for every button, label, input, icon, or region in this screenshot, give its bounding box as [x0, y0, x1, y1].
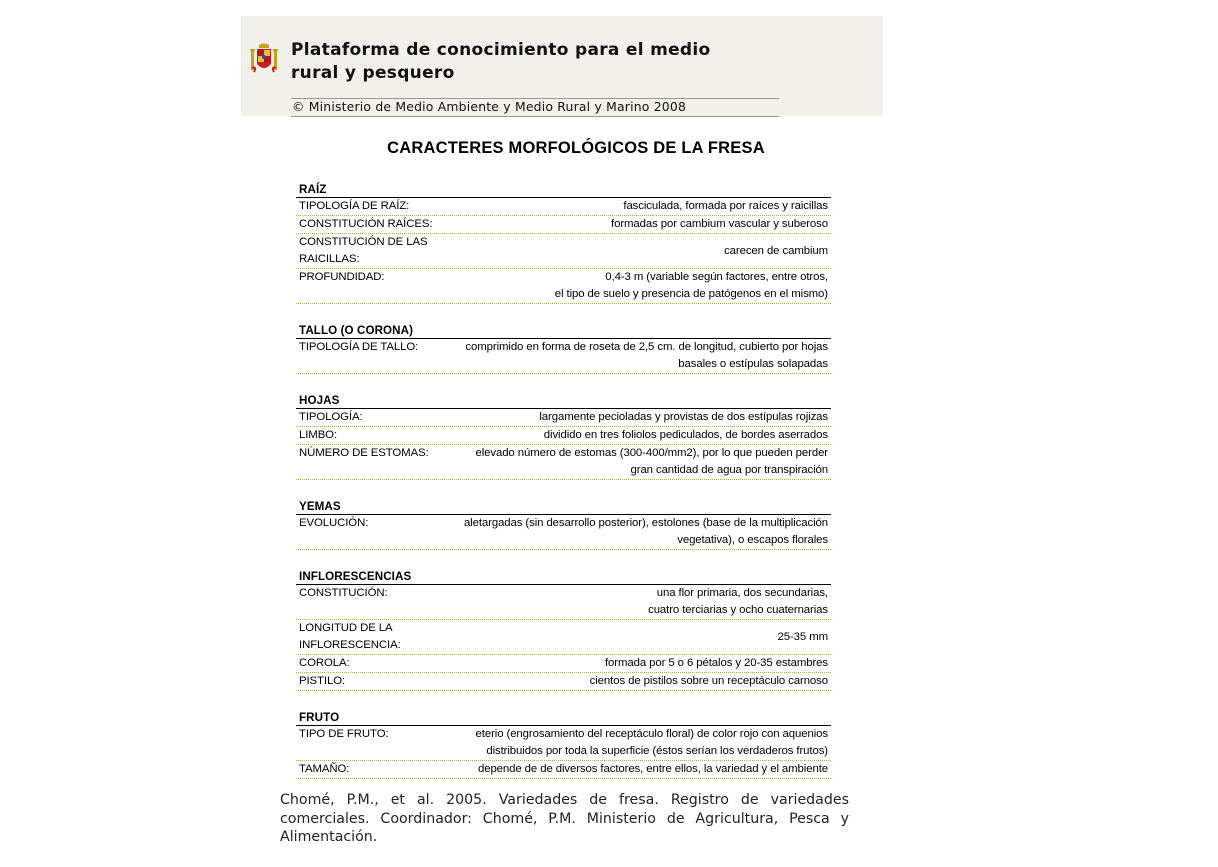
row-value	[451, 585, 831, 619]
table-row	[296, 427, 831, 445]
row-value-line: gran cantidad de agua por transpiración	[630, 464, 828, 476]
table-row	[296, 339, 831, 374]
row-value	[451, 427, 831, 444]
section-heading: FRUTO	[296, 708, 831, 726]
row-value	[451, 234, 831, 268]
spain-coat-of-arms-icon	[249, 42, 279, 76]
row-label: NÚMERO DE ESTOMAS:	[299, 447, 429, 459]
section-heading: TALLO (O CORONA)	[296, 321, 831, 339]
row-value-line: una flor primaria, dos secundarias,	[656, 587, 828, 599]
table-row	[296, 515, 831, 550]
row-value-line: formadas por cambium vascular y suberoso	[611, 218, 828, 230]
row-value-line: cuatro terciarias y ocho cuaternarias	[648, 604, 828, 616]
table-row	[296, 409, 831, 427]
header-divider	[291, 116, 779, 117]
section-spacer	[296, 550, 831, 567]
row-value-line: aletargadas (sin desarrollo posterior), estolones (base de la multiplicación	[463, 517, 828, 529]
table-row	[296, 198, 831, 216]
row-value-line: 0,4-3 m (variable según factores, entre otros,	[605, 271, 828, 283]
section-spacer	[296, 374, 831, 391]
row-label: CONSTITUCIÓN RAÍCES:	[299, 218, 433, 230]
table-row	[296, 445, 831, 480]
row-label: COROLA:	[299, 657, 350, 669]
row-value-line: distribuidos por toda la superficie (éstos serían los verdaderos frutos)	[486, 745, 828, 757]
table-row	[296, 673, 831, 691]
table-row	[296, 234, 831, 269]
row-value	[451, 445, 831, 479]
table-row	[296, 585, 831, 620]
row-value-line: basales o estípulas solapadas	[678, 358, 828, 370]
row-value-line: carecen de cambium	[724, 244, 828, 257]
characteristics-table	[296, 180, 831, 779]
table-row	[296, 655, 831, 673]
row-value	[451, 655, 831, 672]
site-header	[241, 16, 883, 116]
row-value	[451, 761, 831, 778]
row-value-line: depende de de diversos factores, entre ellos, la variedad y el ambiente	[477, 763, 828, 775]
row-value	[451, 198, 831, 215]
row-value-line: 25-35 mm	[777, 630, 828, 643]
table-row	[296, 216, 831, 234]
row-label: TIPO DE FRUTO:	[299, 728, 389, 740]
platform-title: Plataforma de conocimiento para el medio rural y pesquero	[291, 40, 711, 83]
section-spacer	[296, 480, 831, 497]
row-value	[451, 515, 831, 549]
row-label: LIMBO:	[299, 429, 338, 441]
table-row	[296, 761, 831, 779]
row-value	[451, 620, 831, 654]
section-heading: YEMAS	[296, 497, 831, 515]
row-value-line: formada por 5 o 6 pétalos y 20-35 estambres	[604, 657, 828, 669]
row-value-line: cientos de pistilos sobre un receptáculo carnoso	[589, 675, 828, 687]
row-label: TIPOLOGÍA:	[299, 411, 363, 423]
row-label: CONSTITUCIÓN:	[299, 587, 388, 599]
row-value	[451, 409, 831, 426]
row-value-line: vegetativa), o escapos florales	[677, 534, 828, 546]
row-value	[451, 216, 831, 233]
row-label: PROFUNDIDAD:	[299, 271, 385, 283]
row-label: EVOLUCIÓN:	[299, 517, 369, 529]
row-value-line: fasciculada, formada por raíces y raicillas	[623, 200, 828, 212]
row-value	[451, 269, 831, 303]
section-spacer	[296, 691, 831, 708]
row-label: TIPOLOGÍA DE RAÍZ:	[299, 200, 410, 212]
table-row	[296, 620, 831, 655]
row-value	[451, 726, 831, 760]
row-value-line: comprimido en forma de roseta de 2,5 cm. de longitud, cubierto por hojas	[465, 341, 828, 353]
citation: Chomé, P.M., et al. 2005. Variedades de fresa. Registro de variedades comerciales. Coordinador: Chomé, P.M. Ministerio de Agricultura, Pesca y Alimentación.	[280, 792, 849, 845]
table-row	[296, 726, 831, 761]
section-heading: HOJAS	[296, 391, 831, 409]
row-label: PISTILO:	[299, 675, 346, 687]
row-value-line: largamente pecioladas y provistas de dos estípulas rojizas	[539, 411, 828, 423]
section-spacer	[296, 304, 831, 321]
row-label: TIPOLOGÍA DE TALLO:	[299, 341, 419, 353]
row-label: CONSTITUCIÓN DE LAS RAICILLAS:	[299, 236, 428, 265]
document-title: CARACTERES MORFOLÓGICOS DE LA FRESA	[387, 139, 765, 157]
section-heading: RAÍZ	[296, 180, 831, 198]
table-row	[296, 269, 831, 304]
row-value-line: dividido en tres foliolos pediculados, de bordes aserrados	[543, 429, 828, 441]
row-label: LONGITUD DE LA INFLORESCENCIA:	[299, 622, 401, 651]
row-value	[451, 673, 831, 690]
row-label: TAMAÑO:	[299, 763, 350, 775]
row-value-line: el tipo de suelo y presencia de patógenos en el mismo)	[554, 288, 828, 300]
section-heading: INFLORESCENCIAS	[296, 567, 831, 585]
row-value	[451, 339, 831, 373]
row-value-line: eterio (engrosamiento del receptáculo floral) de color rojo con aquenios	[475, 728, 828, 740]
copyright-text: © Ministerio de Medio Ambiente y Medio Rural y Marino 2008	[292, 99, 687, 114]
row-value-line: elevado número de estomas (300-400/mm2), por lo que pueden perder	[475, 447, 828, 459]
